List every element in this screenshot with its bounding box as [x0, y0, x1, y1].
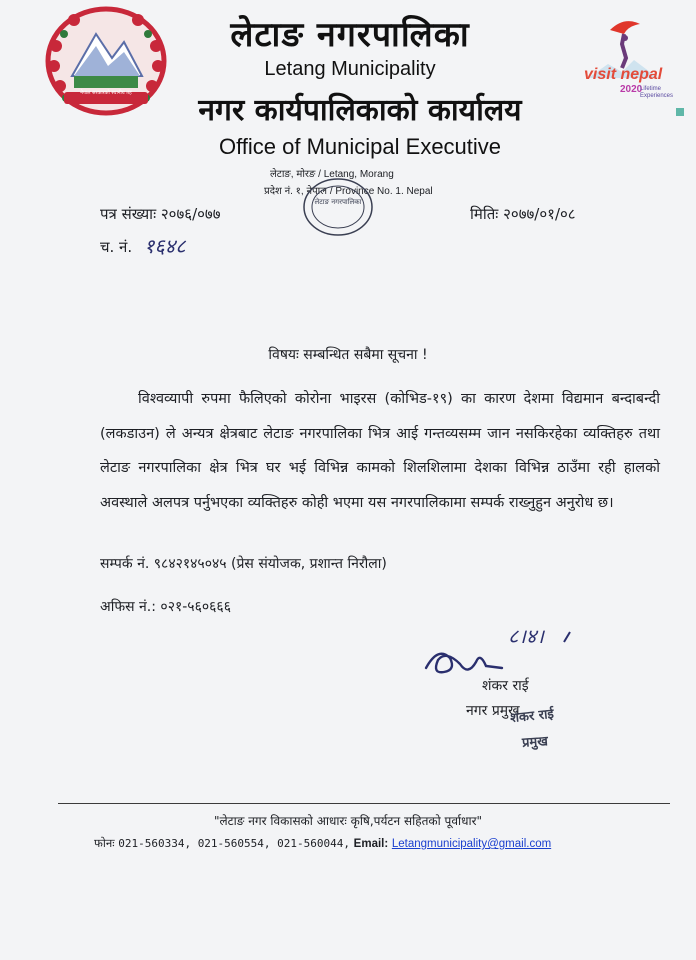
address-line-2: प्रदेश नं. १, नेपाल / Province No. 1. Nepal [264, 186, 433, 197]
emblem-caption: नेपाल सरकारको स्थानीय तह [80, 90, 132, 96]
signature-stamp-title: प्रमुख [521, 734, 549, 751]
office-stamp-text: लेटाङ नगरपालिका [314, 198, 362, 206]
visit-nepal-tagline: Lifetime Experiences [640, 86, 674, 99]
office-phone-number: अफिस नं.: ०२१-५६०६६६ [100, 599, 231, 615]
office-name-english: Office of Municipal Executive [218, 134, 502, 159]
contact-number: सम्पर्क नं. ९८४२१४५०४५ (प्रेस संयोजक, प्रशान्त निरौला) [100, 556, 387, 572]
dispatch-number-handwritten: १६४८ [144, 234, 186, 258]
dispatch-number-label: च. नं. [100, 238, 133, 256]
letter-date: मितिः २०७७/०१/०८ [470, 205, 576, 223]
letter-body: विश्वव्यापी रुपमा फैलिएको कोरोना भाइरस (कोभिड-१९) का कारण देशमा विद्यमान बन्दाबन्दी (लकडाउन) ले अन्यत्र क्षेत्रबाट लेटाङ नगरपालिका भित्र आई गन्तव्यसम्म जान नसकिरहेका व्यक्तिहरु तथा लेटाङ नगरपालिका क्षेत्र भित्र घर भई विभिन्न कामको शिलशिलामा देशका विभिन्न ठाउँमा रही हालको अवस्थाले अलपत्र पर्नुभएका व्यक्तिहरु कोही भएमा यस नगरपालिकामा सम्पर्क राख्नुहुन अनुरोध छ। [100, 391, 660, 511]
phone-label: फोनः [94, 836, 115, 850]
nepal-government-emblem-icon [44, 6, 168, 116]
municipality-name-nepali: लेटाङ नगरपालिका [230, 15, 470, 55]
email-label: Email: [353, 838, 389, 850]
email-link[interactable]: Letangmunicipality@gmail.com [391, 838, 552, 850]
signer-title: नगर प्रमुख [466, 703, 520, 719]
visit-nepal-text: visit nepal [584, 66, 663, 83]
signer-name: शंकर राई [482, 678, 529, 694]
signature-handwriting: ८।४। [508, 624, 544, 648]
office-name-nepali: नगर कार्यपालिकाको कार्यालय [198, 93, 522, 128]
footer-slogan: "लेटाङ नगर विकासको आधारः कृषि,पर्यटन सहितको पूर्वाधार" [213, 814, 483, 828]
footer-divider [58, 803, 670, 804]
municipality-name-english: Letang Municipality [264, 58, 436, 80]
letter-subject: विषयः सम्बन्धित सबैमा सूचना ! [268, 347, 428, 363]
signature-stamp-name: शंकर राई [509, 706, 555, 727]
visit-nepal-year: 2020 [620, 84, 643, 95]
letter-reference-number: पत्र संख्याः २०७६/०७७ [100, 205, 221, 223]
footer-contact-line [94, 836, 551, 851]
address-line-1: लेटाङ, मोरङ / Letang, Morang [270, 169, 394, 180]
phone-numbers: 021-560334, 021-560554, 021-560044, [118, 837, 351, 850]
office-stamp [300, 176, 376, 238]
